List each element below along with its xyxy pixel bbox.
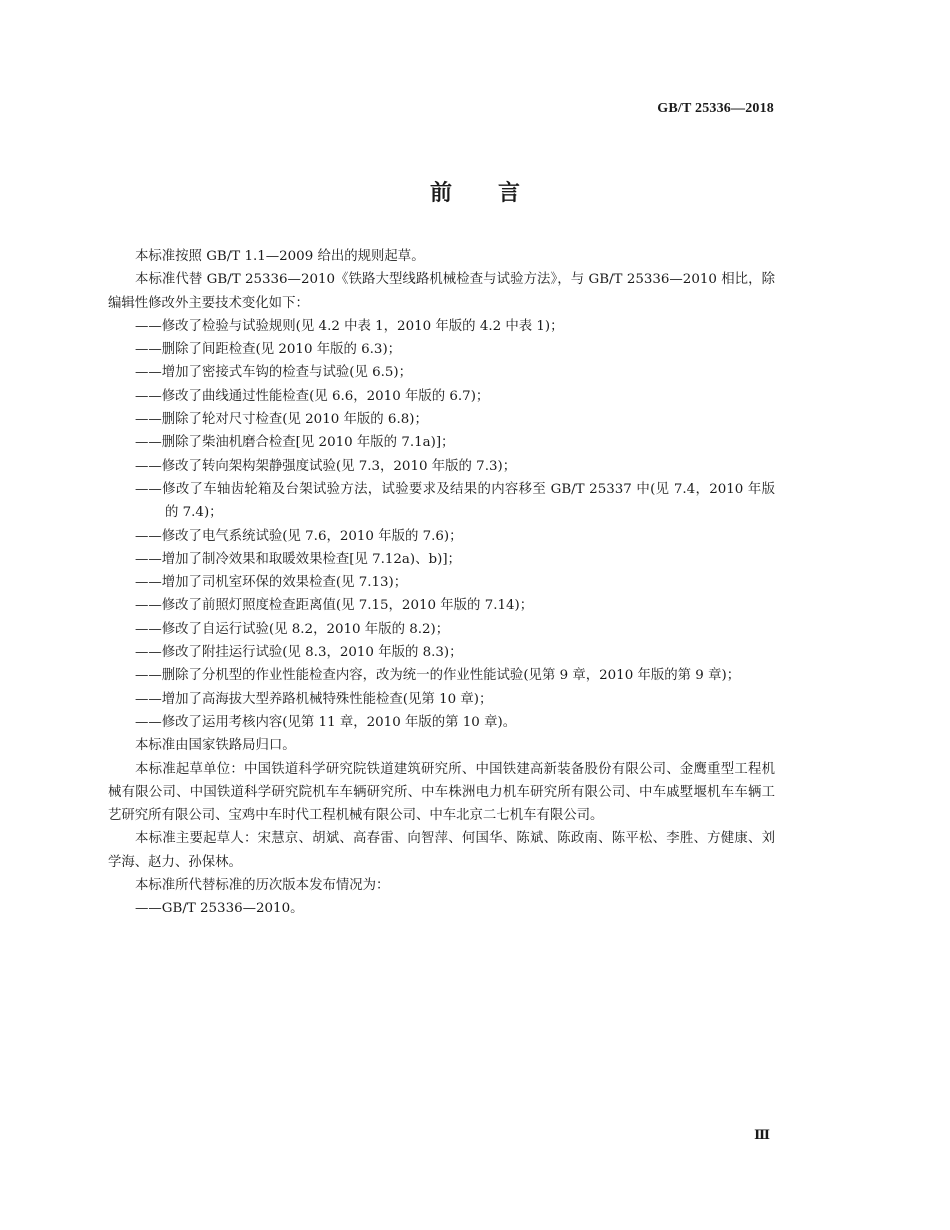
closing-paragraph: 本标准所代替标准的历次版本发布情况为：	[135, 878, 390, 894]
change-list-item: ——删除了间距检查(见 2010 年版的 6.3)；	[135, 342, 402, 358]
closing-paragraph: 本标准由国家铁路局归口。	[135, 738, 296, 754]
intro-paragraph: 本标准按照 GB/T 1.1—2009 给出的规则起草。	[135, 249, 425, 264]
change-list-item: ——增加了密接式车钩的检查与试验(见 6.5)；	[135, 365, 413, 381]
change-list-item: ——修改了前照灯照度检查距离值(见 7.15，2010 年版的 7.14)；	[135, 598, 534, 614]
change-list-item: ——增加了司机室环保的效果检查(见 7.13)；	[135, 575, 408, 591]
change-list-item: ——修改了运用考核内容(见第 11 章，2010 年版的第 10 章)。	[135, 714, 517, 730]
change-list-item: ——删除了轮对尺寸检查(见 2010 年版的 6.8)；	[135, 412, 428, 428]
standard-code: GB/T 25336—2018	[657, 101, 774, 116]
previous-version-item: ——GB/T 25336—2010。	[135, 901, 304, 917]
page-title	[0, 176, 950, 207]
foreword-body	[108, 245, 775, 921]
closing-paragraph: 本标准起草单位：中国铁道科学研究院铁道建筑研究所、中国铁建高新装备股份有限公司、金鹰重型工程机械有限公司、中国铁道科学研究院机车车辆研究所、中车株洲电力机车研究所有限公司、中车戚墅堰机车车辆工艺研究所有限公司、宝鸡中车时代工程机械有限公司、中车北京二七机车有限公司。	[108, 761, 775, 824]
change-list-item: ——修改了车轴齿轮箱及台架试验方法，试验要求及结果的内容移至 GB/T 25337 中(见 7.4，2010 年版的 7.4)；	[135, 481, 775, 521]
intro-paragraph: 本标准代替 GB/T 25336—2010《铁路大型线路机械检查与试验方法》，与 GB/T 25336—2010 相比，除编辑性修改外主要技术变化如下：	[108, 272, 775, 311]
change-list-item: ——修改了电气系统试验(见 7.6，2010 年版的 7.6)；	[135, 528, 463, 544]
page-number: Ⅲ	[754, 1127, 770, 1142]
closing-paragraph: 本标准主要起草人：宋慧京、胡斌、高春雷、向智萍、何国华、陈斌、陈政南、陈平松、李胜、方健康、刘学海、赵力、孙保林。	[108, 831, 775, 870]
change-list-item: ——修改了转向架构架静强度试验(见 7.3，2010 年版的 7.3)；	[135, 458, 517, 474]
change-list-item: ——修改了曲线通过性能检查(见 6.6，2010 年版的 6.7)；	[135, 388, 490, 404]
change-list-item: ——删除了柴油机磨合检查[见 2010 年版的 7.1a)]；	[135, 435, 455, 451]
page-title-char-2: 言	[498, 181, 521, 206]
change-list-item: ——增加了高海拔大型养路机械特殊性能检查(见第 10 章)；	[135, 691, 493, 707]
change-list-item: ——修改了自运行试验(见 8.2，2010 年版的 8.2)；	[135, 621, 450, 637]
change-list-item: ——修改了附挂运行试验(见 8.3，2010 年版的 8.3)；	[135, 645, 463, 661]
change-list-item: ——增加了制冷效果和取暖效果检查[见 7.12a)、b)]；	[135, 551, 461, 567]
page-title-char-1: 前	[429, 181, 452, 206]
change-list-item: ——修改了检验与试验规则(见 4.2 中表 1，2010 年版的 4.2 中表 1)；	[135, 318, 564, 334]
change-list-item: ——删除了分机型的作业性能检查内容，改为统一的作业性能试验(见第 9 章，2010 年版的第 9 章)；	[135, 668, 741, 684]
